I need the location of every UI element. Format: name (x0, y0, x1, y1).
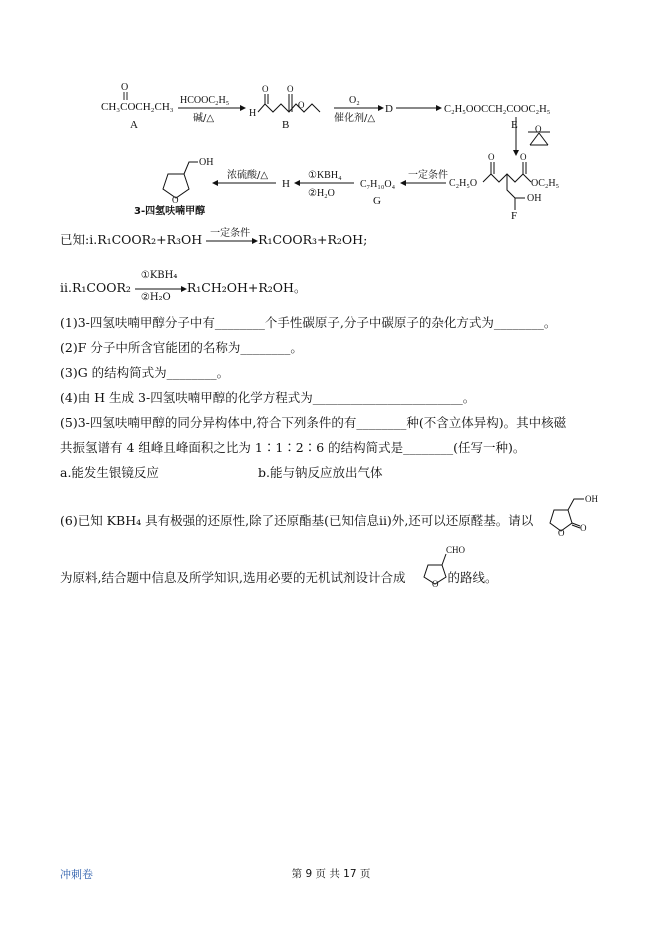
svg-text:H: H (249, 108, 257, 119)
question-6-line2: 为原料,结合题中信息及所学知识,选用必要的无机试剂设计合成 的路线。 (60, 570, 498, 585)
reaction-scheme (0, 0, 662, 225)
lactone-structure (544, 488, 624, 536)
step2-condition: 催化剂/△ (334, 113, 376, 124)
svg-text:O: O (287, 84, 294, 94)
question-6-line1: (6)已知 KBH₄ 具有极强的还原性,除了还原酯基(已知信息ii)外,还可以还原醛基。请以 (60, 513, 534, 528)
question-4: (4)由 H 生成 3-四氢呋喃甲醇的化学方程式为________________________。 (60, 390, 476, 405)
compound-B-label: B (282, 119, 290, 131)
known-ii: ii.R₁COOR₂ ①KBH₄ ②H₂O R₁CH₂OH+R₂OH。 (60, 269, 307, 303)
svg-text:CHO: CHO (446, 545, 466, 555)
final-oh: OH (199, 157, 214, 168)
compound-B (258, 94, 320, 112)
D-product-formula: C₂H₅OOCCH₂COOC₂H₅ (444, 104, 551, 115)
step1-reagent: HCOOC₂H₅ (180, 95, 230, 106)
question-5-option-a: a.能发生银镜反应 (60, 465, 159, 480)
target-aldehyde-structure (416, 541, 476, 587)
svg-text:OH: OH (585, 494, 598, 504)
svg-text:O: O (520, 152, 527, 162)
carbonyl-o-A: O (121, 82, 129, 93)
F-right-group: OC₂H₅ (531, 178, 560, 189)
compound-H-label: H (282, 178, 290, 190)
epoxide-icon (530, 133, 548, 145)
step1-condition: 碱/△ (193, 113, 215, 124)
step-gh-2: ②H₂O (308, 188, 335, 199)
question-3: (3)G 的结构简式为________。 (60, 365, 230, 380)
compound-G-label: G (373, 195, 381, 207)
compound-A (101, 82, 174, 131)
known-i: 已知:i.R₁COOR₂+R₃OH 一定条件 R₁COOR₃+R₂OH; (60, 227, 368, 247)
G-formula: C₇H₁₀O₄ (360, 179, 396, 190)
final-product-name: 3-四氢呋喃甲醇 (134, 206, 206, 217)
step-fg-condition: 一定条件 (408, 170, 448, 181)
svg-text:O: O (432, 579, 439, 587)
compound-D-label: D (385, 103, 393, 115)
step2-reagent: O₂ (349, 95, 360, 106)
F-oh: OH (527, 193, 542, 204)
tetrahydrofuranmethanol-structure (163, 162, 198, 198)
step-h-condition: 浓硫酸/△ (227, 170, 269, 181)
svg-text:O: O (580, 523, 587, 533)
compound-F-label: F (511, 210, 518, 222)
page-number: 第 9 页 共 17 页 (291, 868, 371, 880)
question-5-line1: (5)3-四氢呋喃甲醇的同分异构体中,符合下列条件的有________种(不含立体异构)。其中核磁 (60, 415, 567, 430)
svg-text:O: O (488, 152, 495, 162)
compound-E-label: E (511, 119, 518, 131)
svg-text:O: O (262, 84, 269, 94)
compound-A-label: A (130, 119, 138, 131)
F-left-group: C₂H₅O (449, 178, 478, 189)
svg-text:O: O (298, 100, 305, 110)
compound-F (483, 162, 531, 210)
svg-text:O: O (172, 195, 179, 205)
footer-series-label: 冲刺卷 (60, 868, 93, 881)
compound-A-formula: CH₃COCH₂CH₃ (101, 101, 174, 113)
question-2: (2)F 分子中所含官能团的名称为________。 (60, 340, 303, 355)
svg-text:O: O (558, 528, 565, 536)
step-gh-1: ①KBH₄ (308, 170, 342, 181)
question-5-line2: 共振氢谱有 4 组峰且峰面积之比为 1∶1∶2∶6 的结构简式是________(任写一种)。 (60, 440, 526, 455)
svg-text:O: O (535, 124, 542, 134)
question-5-option-b: b.能与钠反应放出气体 (258, 465, 383, 480)
question-1: (1)3-四氢呋喃甲醇分子中有________个手性碳原子,分子中碳原子的杂化方式为________。 (60, 315, 557, 330)
